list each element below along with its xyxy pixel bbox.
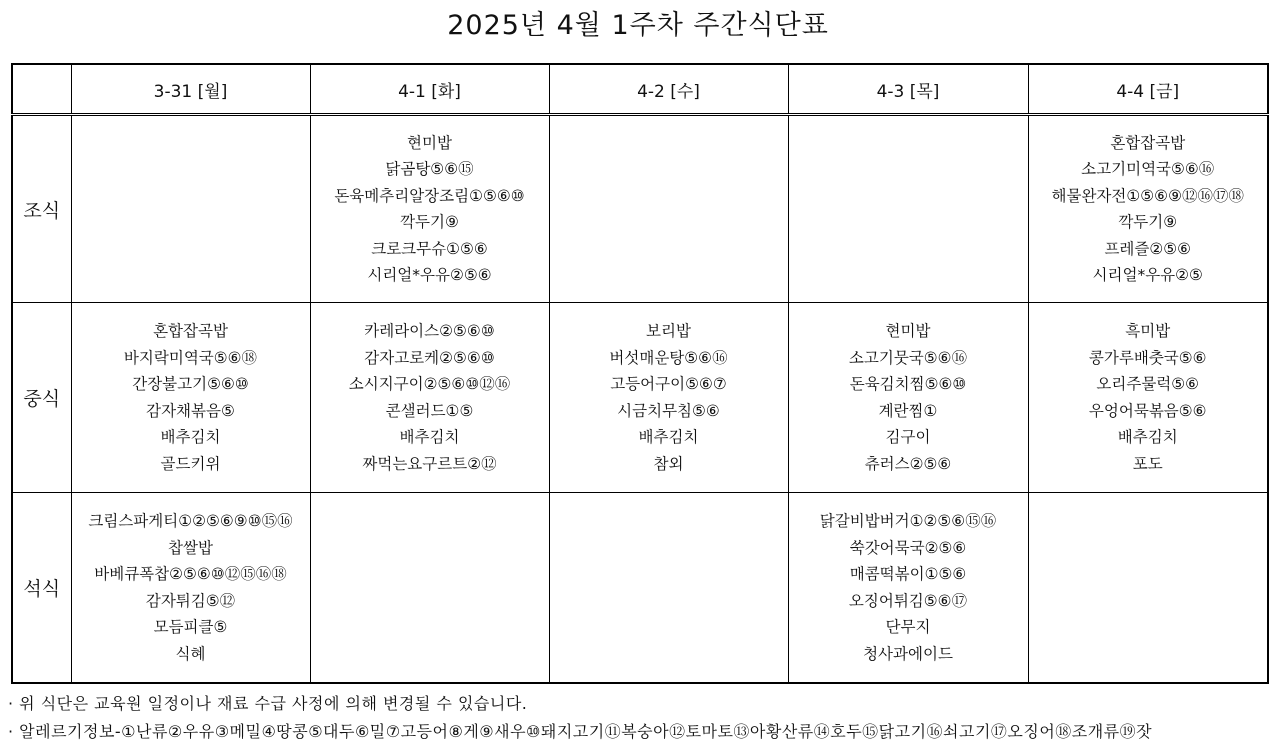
dish-item: 배추김치 <box>638 428 699 447</box>
dish-item: 크로크무슈①⑤⑥ <box>371 239 488 258</box>
menu-cell <box>71 115 310 303</box>
dish-item: 배추김치 <box>1117 428 1178 447</box>
dish-item: 카레라이스②⑤⑥⑩ <box>364 322 495 341</box>
dish-item: 츄러스②⑤⑥ <box>864 454 952 473</box>
dish-item: 시리얼*우유②⑤⑥ <box>367 266 492 285</box>
dish-item: 감자채볶음⑤ <box>146 401 235 420</box>
note-allergy-info: · 알레르기정보-①난류②우유③메밀④땅콩⑤대두⑥밀⑦고등어⑧게⑨새우⑩돼지고기⑪복숭아⑫토마토⑬아황산류⑭호두⑮닭고기⑯쇠고기⑰오징어⑱조개류⑲잣 <box>8 722 1153 741</box>
dish-item: 혼합잡곡밥 <box>1110 133 1186 152</box>
menu-cell <box>788 493 1028 683</box>
note-schedule-change: · 위 식단은 교육원 일정이나 재료 수급 사정에 의해 변경될 수 있습니다. <box>8 694 528 713</box>
menu-cell <box>788 115 1028 303</box>
menu-cell <box>549 115 788 303</box>
meal-label: 중식 <box>12 303 71 493</box>
dish-item: 크림스파게티①②⑤⑥⑨⑩⑮⑯ <box>88 512 293 531</box>
dish-item: 보리밥 <box>646 322 691 341</box>
meal-row <box>12 115 1268 303</box>
menu-cell <box>1028 493 1268 683</box>
header-row <box>12 64 1268 115</box>
menu-cell <box>549 493 788 683</box>
dish-item: 소고기뭇국⑤⑥⑯ <box>848 348 968 367</box>
dish-item: 바지락미역국⑤⑥⑱ <box>123 348 258 367</box>
dish-item: 깍두기⑨ <box>400 213 459 232</box>
dish-item: 해물완자전①⑤⑥⑨⑫⑯⑰⑱ <box>1051 186 1244 205</box>
dish-item: 깍두기⑨ <box>1118 213 1178 232</box>
dish-item: 고등어구이⑤⑥⑦ <box>610 375 727 394</box>
dish-item: 돈육김치찜⑤⑥⑩ <box>849 375 967 394</box>
dish-item: 소시지구이②⑤⑥⑩⑫⑯ <box>348 375 511 394</box>
dish-item: 우엉어묵볶음⑤⑥ <box>1088 401 1207 420</box>
meal-label: 석식 <box>12 493 71 683</box>
dish-item: 감자고로케②⑤⑥⑩ <box>364 348 495 367</box>
dish-item: 골드키위 <box>160 454 221 473</box>
menu-cell <box>788 303 1028 493</box>
dish-item: 찹쌀밥 <box>168 538 213 557</box>
day-header: 4-1 [화] <box>310 64 549 115</box>
dish-item: 흑미밥 <box>1125 322 1171 341</box>
dish-item: 현미밥 <box>407 133 452 152</box>
notes <box>8 690 1152 746</box>
dish-item: 포도 <box>1132 454 1163 473</box>
meal-row <box>12 303 1268 493</box>
menu-cell <box>549 303 788 493</box>
day-header: 4-3 [목] <box>788 64 1028 115</box>
dish-item: 배추김치 <box>160 428 221 447</box>
dish-item: 혼합잡곡밥 <box>153 322 228 341</box>
dish-item: 청사과에이드 <box>863 644 953 663</box>
menu-cell <box>1028 115 1268 303</box>
dish-item: 오리주물럭⑤⑥ <box>1096 375 1200 394</box>
dish-item: 콩가루배춧국⑤⑥ <box>1088 348 1207 367</box>
dish-item: 매콤떡볶이①⑤⑥ <box>849 565 967 584</box>
meal-row <box>12 493 1268 683</box>
dish-item: 시리얼*우유②⑤ <box>1092 266 1203 285</box>
dish-item: 현미밥 <box>885 322 931 341</box>
day-header: 3-31 [월] <box>71 64 310 115</box>
dish-item: 오징어튀김⑤⑥⑰ <box>848 591 968 610</box>
day-header: 4-4 [금] <box>1028 64 1268 115</box>
menu-cell <box>1028 303 1268 493</box>
menu-cell <box>310 493 549 683</box>
menu-cell <box>71 303 310 493</box>
dish-item: 버섯매운탕⑤⑥⑯ <box>609 348 728 367</box>
dish-item: 쑥갓어묵국②⑤⑥ <box>849 538 967 557</box>
dish-item: 감자튀김⑤⑫ <box>145 591 236 610</box>
dish-item: 바베큐폭찹②⑤⑥⑩⑫⑮⑯⑱ <box>94 565 287 584</box>
dish-item: 돈육메추리알장조림①⑤⑥⑩ <box>334 186 525 205</box>
menu-cell <box>310 303 549 493</box>
dish-item: 프레즐②⑤⑥ <box>1104 239 1192 258</box>
dish-item: 간장불고기⑤⑥⑩ <box>132 375 249 394</box>
dish-item: 소고기미역국⑤⑥⑯ <box>1081 160 1215 179</box>
weekly-menu-table <box>11 63 1269 684</box>
dish-item: 배추김치 <box>399 428 460 447</box>
dish-item: 모듬피클⑤ <box>153 618 228 637</box>
dish-item: 참외 <box>653 454 684 473</box>
dish-item: 닭갈비밥버거①②⑤⑥⑮⑯ <box>819 512 997 531</box>
dish-item: 콘샐러드①⑤ <box>385 401 474 420</box>
meal-label: 조식 <box>12 115 71 303</box>
day-header: 4-2 [수] <box>549 64 788 115</box>
dish-item: 짜먹는요구르트②⑫ <box>362 454 497 473</box>
dish-item: 계란찜① <box>878 401 938 420</box>
dish-item: 식혜 <box>175 644 206 663</box>
dish-item: 단무지 <box>885 618 931 637</box>
corner-cell <box>12 64 71 115</box>
menu-cell <box>310 115 549 303</box>
dish-item: 김구이 <box>885 428 931 447</box>
dish-item: 닭곰탕⑤⑥⑮ <box>385 160 474 179</box>
dish-item: 시금치무침⑤⑥ <box>617 401 720 420</box>
menu-cell <box>71 493 310 683</box>
page-title: 2025년 4월 1주차 주간식단표 <box>447 10 829 41</box>
